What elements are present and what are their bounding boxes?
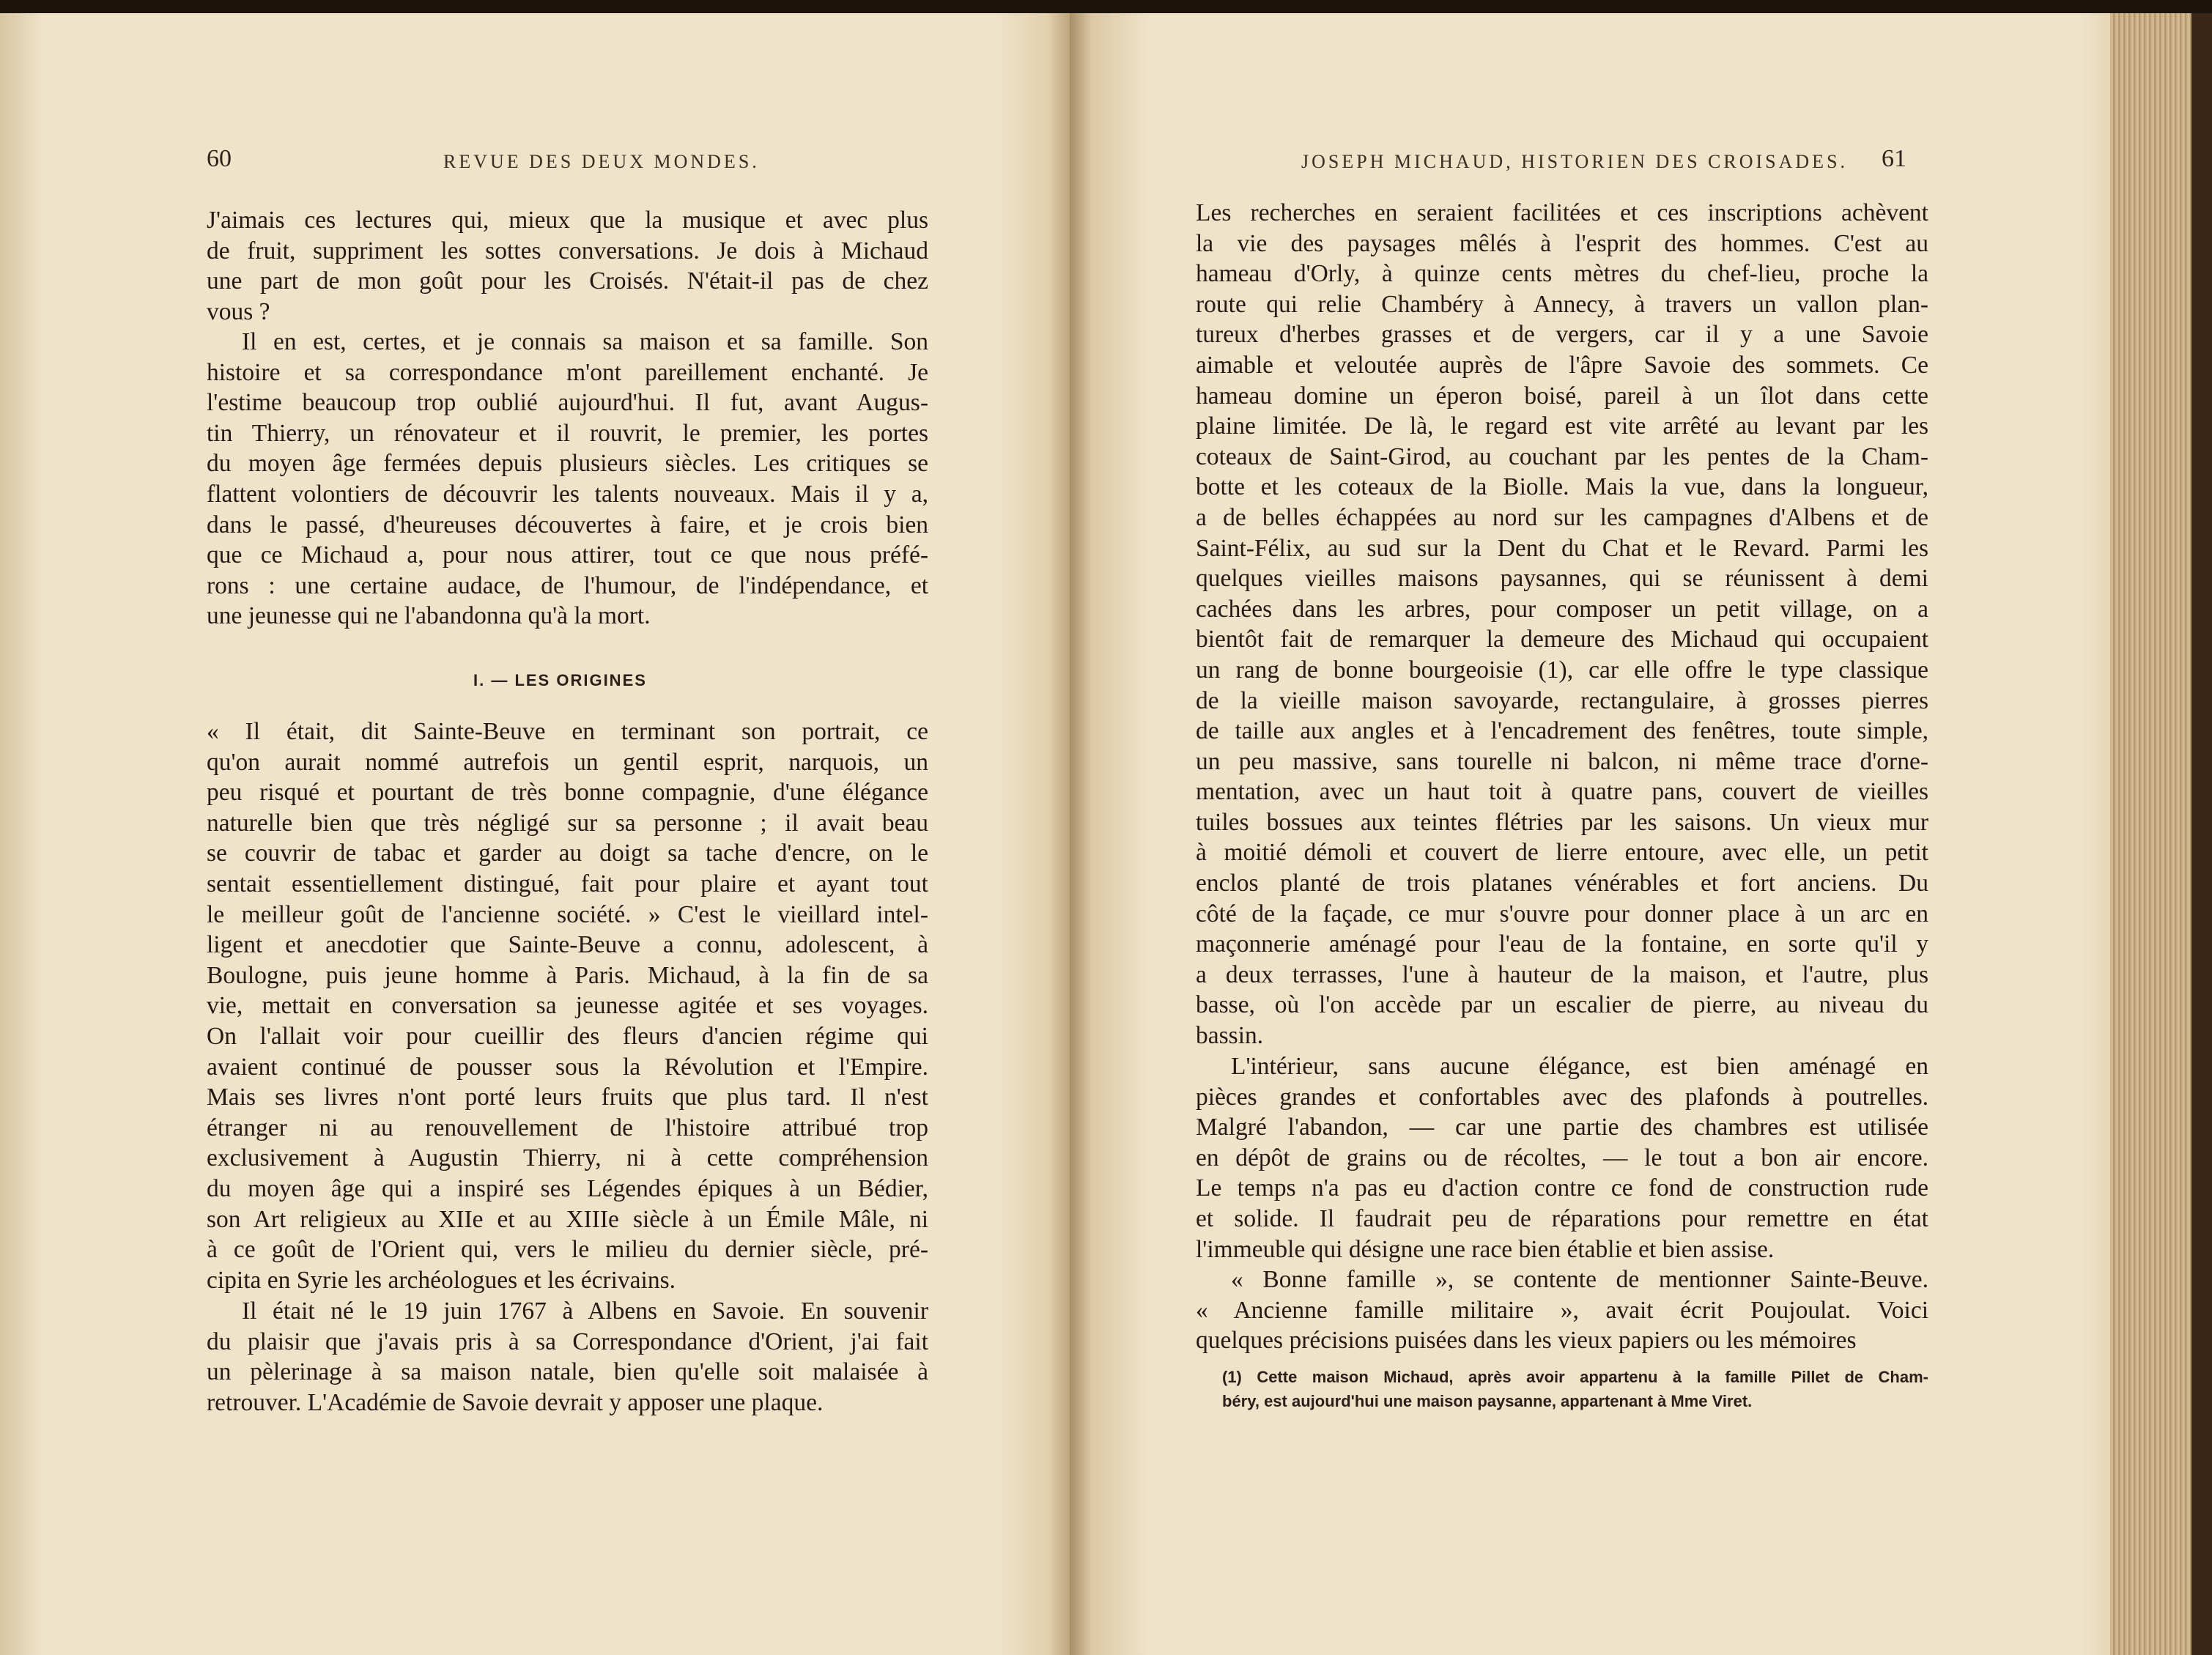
text-line: pièces grandes et confortables avec des plafonds à poutrelles. xyxy=(1196,1083,1928,1111)
text-line: se couvrir de tabac et garder au doigt sa tache d'encre, on le xyxy=(207,840,928,867)
text-line: à ce goût de l'Orient qui, vers le milieu du dernier siècle, pré- xyxy=(207,1236,928,1264)
text-line: flattent volontiers de découvrir les talents nouveaux. Mais il y a, xyxy=(207,480,928,508)
right-paragraph-2 xyxy=(1196,1051,1928,1265)
text-line: de la vieille maison savoyarde, rectangulaire, à grosses pierres xyxy=(1196,686,1928,714)
text-line: du moyen âge fermées depuis plusieurs siècles. Les critiques se xyxy=(207,450,928,478)
text-line: une jeunesse qui ne l'abandonna qu'à la mort. xyxy=(207,602,651,630)
text-line: « Ancienne famille militaire », avait écrit Poujoulat. Voici xyxy=(1196,1296,1928,1324)
text-line: bientôt fait de remarquer la demeure des Michaud qui occupaient xyxy=(1196,626,1928,654)
text-line: quelques précisions puisées dans les vieux papiers ou les mémoires xyxy=(1196,1327,1857,1355)
text-line: botte et les coteaux de la Biolle. Mais la vue, dans la longueur, xyxy=(1196,473,1928,501)
text-line: a deux terrasses, l'une à hauteur de la maison, et l'autre, plus xyxy=(1196,960,1928,988)
text-line: hameau d'Orly, à quinze cents mètres du chef-lieu, proche la xyxy=(1196,260,1928,288)
text-line: aimable et veloutée auprès de l'âpre Savoie des sommets. Ce xyxy=(1196,351,1928,379)
text-line: un rang de bonne bourgeoisie (1), car elle offre le type classique xyxy=(1196,656,1928,684)
text-line: tuiles bossues aux teintes flétries par les saisons. Un vieux mur xyxy=(1196,808,1928,836)
text-line: exclusivement à Augustin Thierry, ni à cette compréhension xyxy=(207,1144,928,1172)
text-line: Malgré l'abandon, — car une partie des chambres est utilisée xyxy=(1196,1114,1928,1141)
text-line: ligent et anecdotier que Sainte-Beuve a connu, adolescent, à xyxy=(207,931,928,959)
page-number-right: 61 xyxy=(1882,145,1906,172)
text-line: bassin. xyxy=(1196,1022,1264,1050)
text-line: côté de la façade, ce mur s'ouvre pour donner place à un arc en xyxy=(1196,900,1928,928)
text-line: mentation, avec un haut toit à quatre pans, couvert de vieilles xyxy=(1196,778,1928,806)
text-line: Les recherches en seraient facilitées et ces inscriptions achèvent xyxy=(1196,199,1928,226)
text-line: Boulogne, puis jeune homme à Paris. Michaud, à la fin de sa xyxy=(207,961,928,989)
text-line: quelques vieilles maisons paysannes, qui se réunissent à demi xyxy=(1196,565,1928,593)
top-shadow xyxy=(0,0,2212,13)
text-line: hameau domine un éperon boisé, pareil à un îlot dans cette xyxy=(1196,382,1928,410)
text-line: Saint-Félix, au sud sur la Dent du Chat et le Revard. Parmi les xyxy=(1196,534,1928,562)
text-line: Il en est, certes, et je connais sa maison et sa famille. Son xyxy=(242,328,928,355)
text-line: maçonnerie aménagé pour l'eau de la fontaine, en sorte qu'il y xyxy=(1196,930,1928,958)
text-line: coteaux de Saint-Girod, au couchant par les pentes de la Cham- xyxy=(1196,443,1928,470)
text-line: étranger ni au renouvellement de l'histoire attribué trop xyxy=(207,1114,928,1141)
text-line: vous ? xyxy=(207,297,270,325)
text-line: du plaisir que j'avais pris à sa Correspondance d'Orient, j'ai fait xyxy=(207,1328,928,1355)
text-line: Le temps n'a pas eu d'action contre ce fond de construction rude xyxy=(1196,1174,1928,1202)
running-head-left: REVUE DES DEUX MONDES. xyxy=(443,151,760,172)
text-line: On l'allait voir pour cueillir des fleurs d'ancien régime qui xyxy=(207,1022,928,1050)
text-line: une part de mon goût pour les Croisés. N'était-il pas de chez xyxy=(207,267,928,295)
left-paragraph-3 xyxy=(207,717,928,1295)
text-line: qu'on aurait nommé autrefois un gentil esprit, narquois, un xyxy=(207,748,928,776)
text-line: béry, est aujourd'hui une maison paysanne, appartenant à Mme Viret. xyxy=(1222,1392,1753,1410)
text-line: a de belles échappées au nord sur les campagnes d'Albens et de xyxy=(1196,503,1928,531)
page-number-left: 60 xyxy=(207,145,232,172)
text-line: le meilleur goût de l'ancienne société. » C'est le vieillard intel- xyxy=(207,900,928,928)
text-line: enclos planté de trois platanes vénérables et fort anciens. Du xyxy=(1196,870,1928,897)
text-line: rons : une certaine audace, de l'humour, de l'indépendance, et xyxy=(207,571,928,599)
text-line: naturelle bien que très négligé sur sa personne ; il avait beau xyxy=(207,809,928,837)
text-line: son Art religieux au XIIe et au XIIIe siècle à un Émile Mâle, ni xyxy=(207,1205,928,1233)
text-line: en dépôt de grains ou de récoltes, — le tout a bon air encore. xyxy=(1196,1144,1928,1171)
text-line: de taille aux angles et à l'encadrement des fenêtres, toute simple, xyxy=(1196,717,1928,745)
left-paragraph-2 xyxy=(207,327,928,632)
page-edges xyxy=(2110,13,2212,1655)
text-line: L'intérieur, sans aucune élégance, est bien aménagé en xyxy=(1231,1053,1928,1080)
text-line: Il était né le 19 juin 1767 à Albens en Savoie. En souvenir xyxy=(242,1297,928,1325)
text-line: (1) Cette maison Michaud, après avoir appartenu à la famille Pillet de Cham- xyxy=(1222,1368,1928,1386)
right-paragraph-1 xyxy=(1196,198,1928,1051)
text-line: plaine limitée. De là, le regard est vite arrêté au levant par les xyxy=(1196,412,1928,440)
text-line: la vie des paysages mêlés à l'esprit des hommes. C'est au xyxy=(1196,229,1928,257)
text-line: Mais ses livres n'ont porté leurs fruits que plus tard. Il n'est xyxy=(207,1084,928,1111)
text-line: histoire et sa correspondance m'ont pareillement enchanté. Je xyxy=(207,358,928,386)
text-line: peu risqué et pourtant de très bonne compagnie, d'une élégance xyxy=(207,779,928,807)
text-line: vie, mettait en conversation sa jeunesse agitée et ses voyages. xyxy=(207,992,928,1020)
text-line: un pèlerinage à sa maison natale, bien qu'elle soit malaisée à xyxy=(207,1358,928,1386)
section-title: I. — LES ORIGINES xyxy=(473,671,647,689)
running-head-right: JOSEPH MICHAUD, HISTORIEN DES CROISADES. xyxy=(1301,151,1849,172)
text-line: l'estime beaucoup trop oublié aujourd'hui. Il fut, avant Augus- xyxy=(207,389,928,417)
left-paragraph-4 xyxy=(207,1296,928,1418)
text-line: de fruit, suppriment les sottes conversations. Je dois à Michaud xyxy=(207,237,928,264)
text-line: un peu massive, sans tourelle ni balcon, ni même trace d'orne- xyxy=(1196,747,1928,775)
text-line: cachées dans les arbres, pour composer un petit village, on a xyxy=(1196,595,1928,623)
text-line: tureux d'herbes grasses et de vergers, car il y a une Savoie xyxy=(1196,321,1928,349)
text-line: avaient continué de pousser sous la Révolution et l'Empire. xyxy=(207,1053,928,1081)
text-line: cipita en Syrie les archéologues et les écrivains. xyxy=(207,1266,676,1294)
text-line: et solide. Il faudrait peu de réparations pour remettre en état xyxy=(1196,1204,1928,1232)
footnote xyxy=(1222,1365,1928,1413)
text-line: sentait essentiellement distingué, fait pour plaire et ayant tout xyxy=(207,870,928,897)
text-line: tin Thierry, un rénovateur et il rouvrit, le premier, les portes xyxy=(207,419,928,447)
text-line: route qui relie Chambéry à Annecy, à travers un vallon plan- xyxy=(1196,290,1928,318)
text-line: basse, où l'on accède par un escalier de pierre, au niveau du xyxy=(1196,991,1928,1019)
text-line: J'aimais ces lectures qui, mieux que la musique et avec plus xyxy=(207,207,928,234)
text-line: que ce Michaud a, pour nous attirer, tout ce que nous préfé- xyxy=(207,541,928,569)
text-line: à moitié démoli et couvert de lierre entoure, avec elle, un petit xyxy=(1196,839,1928,867)
text-line: du moyen âge qui a inspiré ses Légendes épiques à un Bédier, xyxy=(207,1174,928,1202)
text-line: « Il était, dit Sainte-Beuve en terminant son portrait, ce xyxy=(207,718,928,745)
text-line: dans le passé, d'heureuses découvertes à faire, et je crois bien xyxy=(207,511,928,538)
right-page xyxy=(1070,13,2117,1655)
text-line: l'immeuble qui désigne une race bien établie et bien assise. xyxy=(1196,1235,1775,1263)
text-line: « Bonne famille », se contente de mentionner Sainte-Beuve. xyxy=(1231,1266,1928,1293)
left-page xyxy=(0,13,1070,1655)
right-paragraph-3 xyxy=(1196,1265,1928,1356)
text-line: retrouver. L'Académie de Savoie devrait y apposer une plaque. xyxy=(207,1388,824,1416)
left-paragraph-1 xyxy=(207,205,928,327)
